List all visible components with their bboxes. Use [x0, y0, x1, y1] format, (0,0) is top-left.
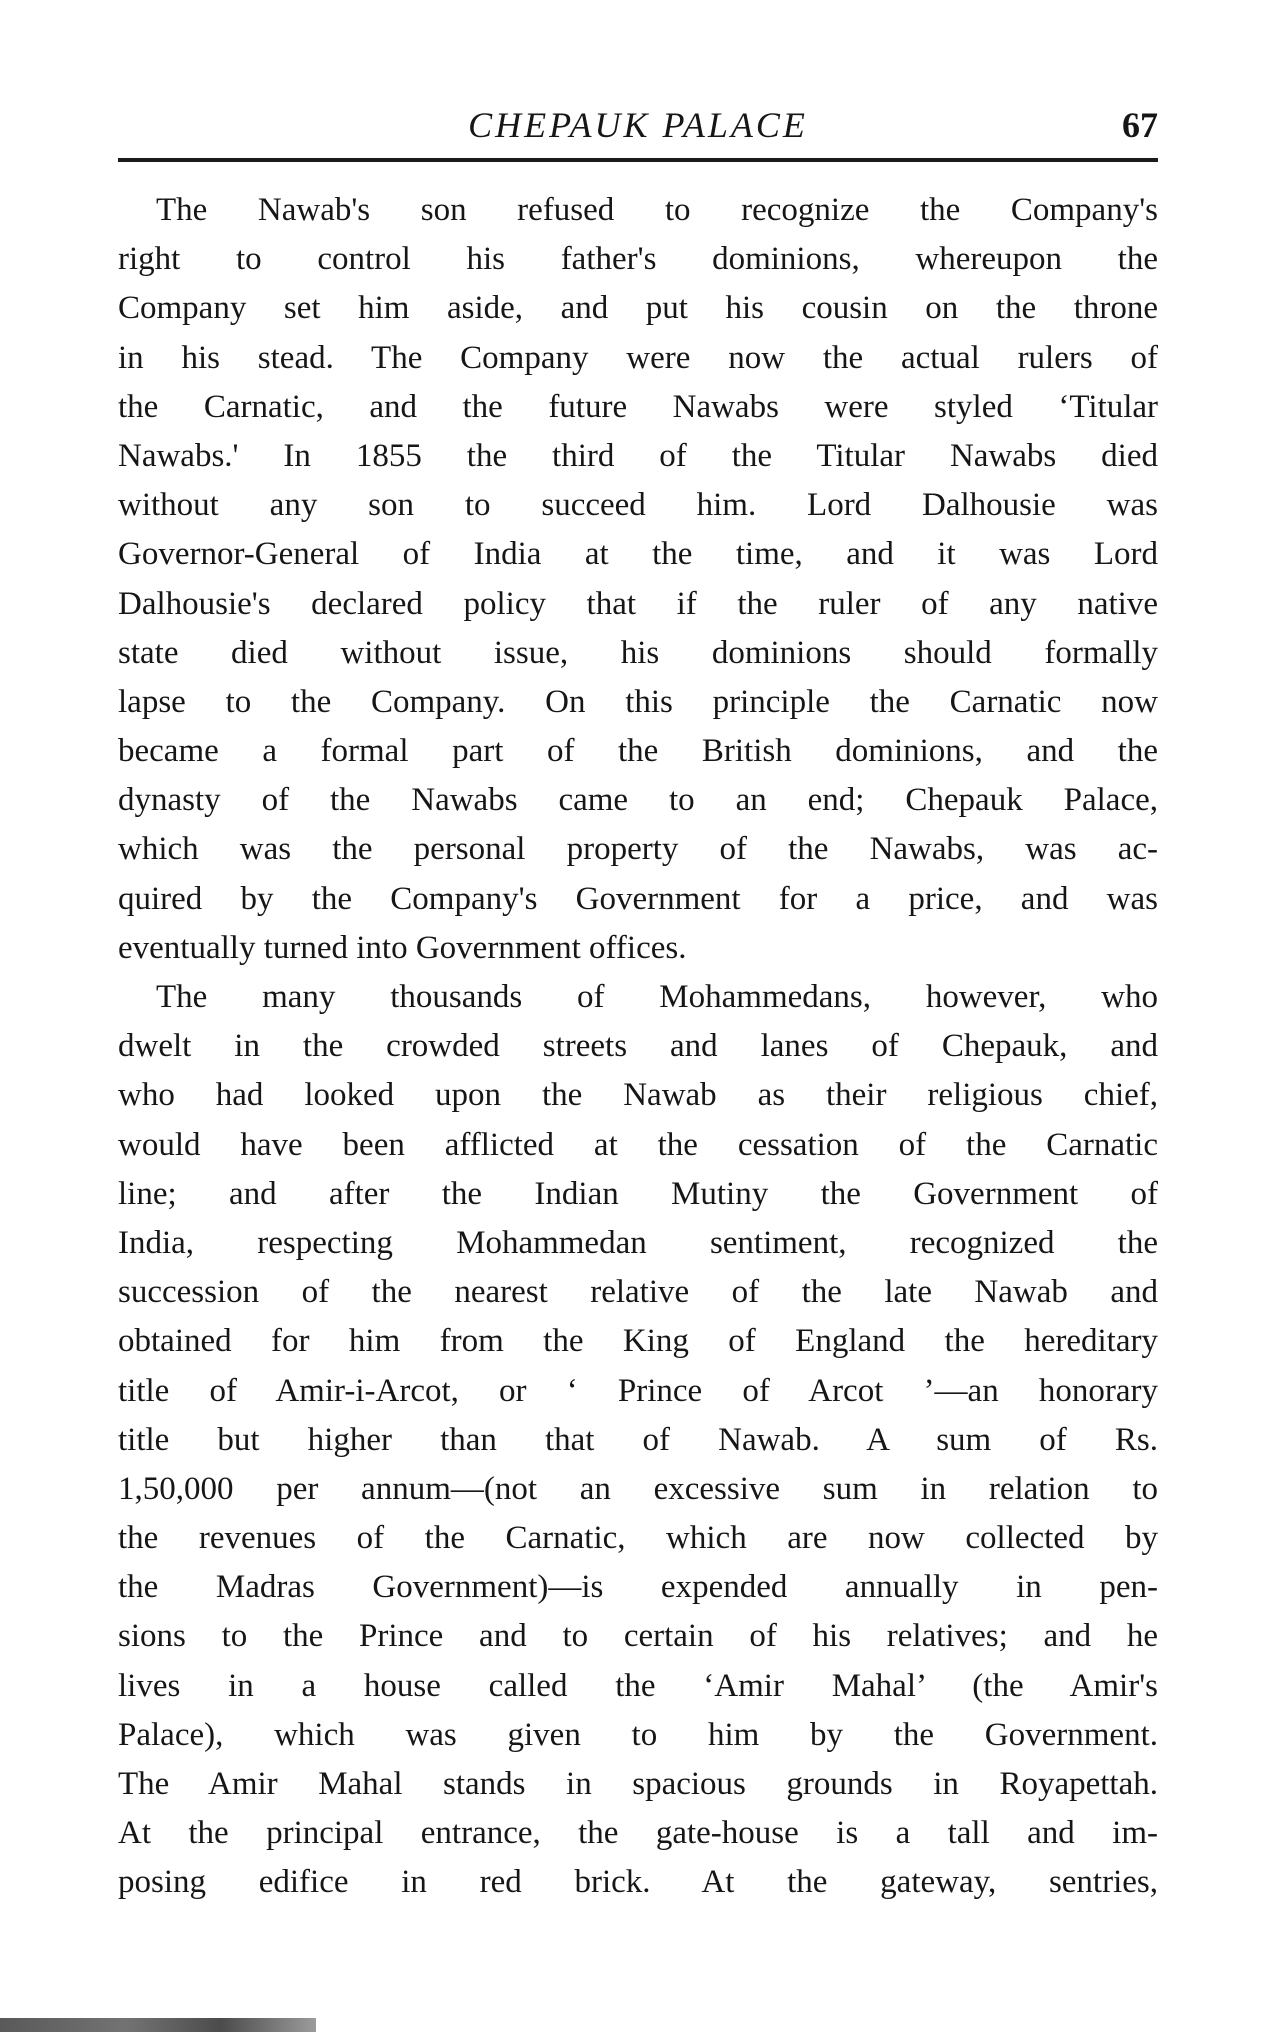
text-line: title of Amir-i-Arcot, or ‘ Prince of Arcot ’—an honorary	[118, 1372, 1158, 1409]
text-line: obtained for him from the King of England the hereditary	[118, 1323, 1158, 1360]
text-line: in his stead. The Company were now the actual rulers of	[118, 339, 1158, 376]
text-line: Palace), which was given to him by the Government.	[118, 1716, 1158, 1753]
text-line: Governor-General of India at the time, and it was Lord	[118, 536, 1158, 573]
text-line: At the principal entrance, the gate-house is a tall and im-	[118, 1815, 1158, 1852]
text-line: lives in a house called the ‘Amir Mahal’ (the Amir's	[118, 1667, 1158, 1704]
text-line: Nawabs.' In 1855 the third of the Titular Nawabs died	[118, 437, 1158, 474]
header-rule	[118, 158, 1158, 162]
text-line: succession of the nearest relative of the late Nawab and	[118, 1274, 1158, 1311]
text-line: quired by the Company's Government for a price, and was	[118, 880, 1158, 917]
text-line: eventually turned into Government offices.	[118, 929, 687, 966]
text-line: sions to the Prince and to certain of his relatives; and he	[118, 1618, 1158, 1655]
text-line: posing edifice in red brick. At the gateway, sentries,	[118, 1864, 1158, 1901]
text-line: 1,50,000 per annum—(not an excessive sum in relation to	[118, 1470, 1158, 1507]
body-text	[118, 186, 1158, 1908]
text-line: without any son to succeed him. Lord Dalhousie was	[118, 487, 1158, 524]
text-line: title but higher than that of Nawab. A sum of Rs.	[118, 1421, 1158, 1458]
text-line: the Carnatic, and the future Nawabs were styled ‘Titular	[118, 388, 1158, 425]
running-title: CHEPAUK PALACE	[468, 105, 808, 145]
scan-edge-artifact	[0, 2018, 316, 2032]
text-line: lapse to the Company. On this principle the Carnatic now	[118, 683, 1158, 720]
text-line: India, respecting Mohammedan sentiment, recognized the	[118, 1224, 1158, 1261]
text-line: Dalhousie's declared policy that if the ruler of any native	[118, 585, 1158, 622]
paragraph-2	[118, 973, 1158, 1908]
text-line: dynasty of the Nawabs came to an end; Chepauk Palace,	[118, 782, 1158, 819]
text-line: right to control his father's dominions, whereupon the	[118, 241, 1158, 278]
text-line: The Amir Mahal stands in spacious grounds in Royapettah.	[118, 1766, 1158, 1802]
text-line: who had looked upon the Nawab as their religious chief,	[118, 1077, 1158, 1114]
text-line: which was the personal property of the Nawabs, was ac-	[118, 831, 1158, 868]
text-line: became a formal part of the British dominions, and the	[118, 733, 1158, 770]
paragraph-1	[118, 186, 1158, 973]
running-header	[118, 100, 1158, 150]
page-number: 67	[1122, 105, 1158, 145]
text-line: The many thousands of Mohammedans, however, who	[156, 979, 1158, 1015]
text-line: The Nawab's son refused to recognize the Company's	[156, 192, 1158, 228]
text-line: the Madras Government)—is expended annually in pen-	[118, 1569, 1158, 1606]
text-line: Company set him aside, and put his cousin on the throne	[118, 290, 1158, 327]
text-line: line; and after the Indian Mutiny the Government of	[118, 1175, 1158, 1212]
text-line: dwelt in the crowded streets and lanes of Chepauk, and	[118, 1028, 1158, 1065]
text-line: the revenues of the Carnatic, which are now collected by	[118, 1520, 1158, 1557]
text-line: state died without issue, his dominions should formally	[118, 634, 1158, 671]
text-line: would have been afflicted at the cessation of the Carnatic	[118, 1126, 1158, 1163]
